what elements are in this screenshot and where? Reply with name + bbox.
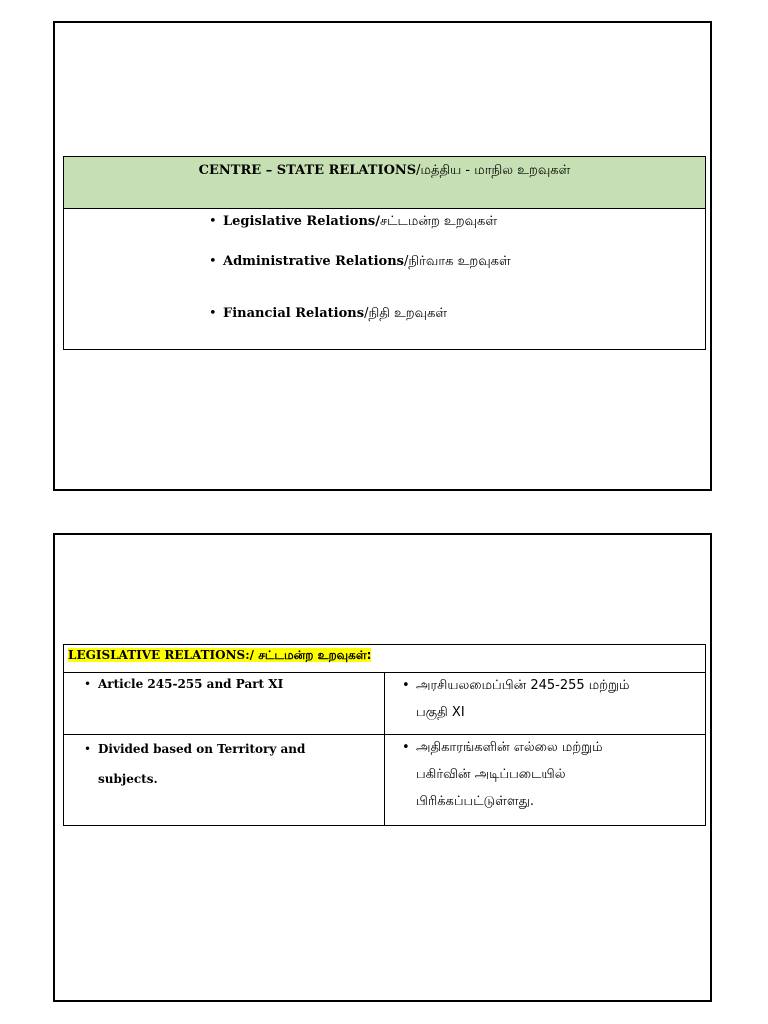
bullet-financial: • Financial Relations/நிதி உறவுகள் <box>209 306 448 321</box>
table-row <box>64 673 705 735</box>
cell-english: • Divided based on Territory and subjects. <box>84 742 306 786</box>
header-english: LEGISLATIVE RELATIONS:/ <box>68 648 259 662</box>
header-tamil: சட்டமன்ற உறவுகள்: <box>258 648 372 662</box>
cell-english: • Article 245-255 and Part XI <box>84 677 284 691</box>
table-header <box>64 157 705 209</box>
title-tamil: /மத்திய - மாநில உறவுகள் <box>416 163 571 178</box>
table-row <box>64 735 705 825</box>
cell-tamil: • அதிகாரங்களின் எல்லை மற்றும் பகிர்வின் அடிப்படையில் பிரிக்கப்பட்டுள்ளது. <box>402 740 603 809</box>
bullet-label-tamil: /நிர்வாக உறவுகள் <box>403 254 511 269</box>
slide-legislative-relations <box>53 533 712 1002</box>
cell-tamil: • அரசியலமைப்பின் 245-255 மற்றும் பகுதி XI <box>402 678 630 720</box>
bullet-label-tamil: /நிதி உறவுகள் <box>364 306 448 321</box>
relations-table <box>63 156 706 350</box>
bullet-label-tamil: சட்டமன்ற உறவுகள் <box>379 214 498 229</box>
bullet-label-english: Financial Relations <box>223 306 365 321</box>
bullet-legislative: • Legislative Relations/சட்டமன்ற உறவுகள் <box>209 214 498 229</box>
legislative-table <box>63 644 706 826</box>
slide-centre-state-relations <box>53 21 712 491</box>
bullet-administrative: • Administrative Relations/நிர்வாக உறவுகள் <box>209 254 511 269</box>
title-english: CENTRE – STATE RELATIONS <box>198 163 417 178</box>
bullet-label-english: Legislative Relations/ <box>223 214 380 229</box>
bullet-label-english: Administrative Relations <box>223 254 404 269</box>
